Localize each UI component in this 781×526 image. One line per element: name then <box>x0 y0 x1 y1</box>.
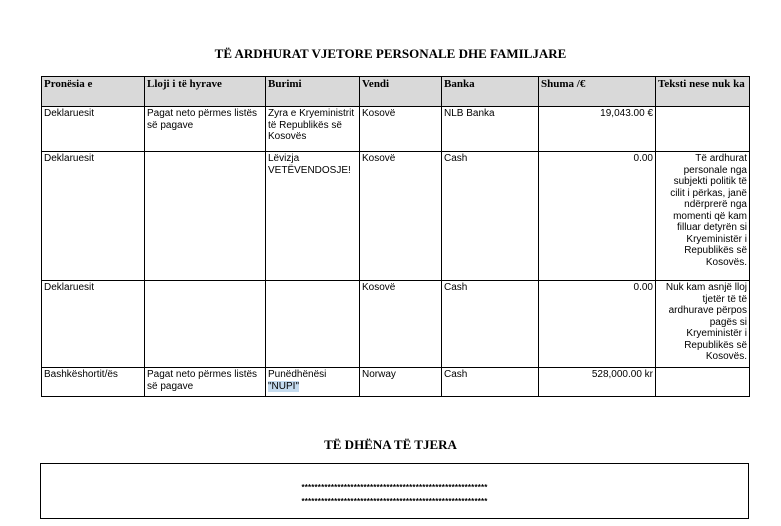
cell-country: Kosovë <box>360 281 442 368</box>
header-note: Teksti nese nuk ka <box>656 77 750 107</box>
cell-source <box>266 281 360 368</box>
cell-income-type <box>145 281 266 368</box>
cell-owner: Deklaruesit <box>42 281 145 368</box>
header-owner: Pronësia e <box>42 77 145 107</box>
other-data-box <box>40 463 749 519</box>
cell-amount: 528,000.00 kr <box>539 368 656 397</box>
header-country: Vendi <box>360 77 442 107</box>
table-row <box>42 281 750 368</box>
cell-note: Të ardhurat personale nga subjekti politik të cilit i përkas, janë ndërprerë nga momenti që kam filluar detyrën si Kryeministër i Republikës së Kosovës. <box>656 152 750 281</box>
document-title: TË ARDHURAT VJETORE PERSONALE DHE FAMILJARE <box>214 46 567 61</box>
cell-bank: Cash <box>442 152 539 281</box>
table-header-row <box>42 77 750 107</box>
cell-bank: NLB Banka <box>442 107 539 152</box>
cell-income-type <box>145 152 266 281</box>
source-text: Punëdhënësi <box>268 369 327 380</box>
cell-amount: 0.00 <box>539 281 656 368</box>
cell-country: Kosovë <box>360 152 442 281</box>
cell-source: Lëvizja VETËVENDOSJE! <box>266 152 360 281</box>
cell-country: Norway <box>360 368 442 397</box>
cell-note: Nuk kam asnjë lloj tjetër të të ardhurave përpos pagës si Kryeministër i Republikës së Kosovës. <box>656 281 750 368</box>
cell-owner: Deklaruesit <box>42 152 145 281</box>
table-row <box>42 368 750 397</box>
asterisk-line: ********************************************************* <box>301 497 488 506</box>
cell-country: Kosovë <box>360 107 442 152</box>
table-row <box>42 152 750 281</box>
income-table <box>41 76 750 397</box>
cell-note <box>656 368 750 397</box>
header-amount: Shuma /€ <box>539 77 656 107</box>
cell-income-type: Pagat neto përmes listës së pagave <box>145 107 266 152</box>
cell-amount: 0.00 <box>539 152 656 281</box>
cell-bank: Cash <box>442 368 539 397</box>
highlighted-text: "NUPI" <box>268 380 299 392</box>
cell-owner: Bashkëshortit/ës <box>42 368 145 397</box>
cell-bank: Cash <box>442 281 539 368</box>
section-title-other-data: TË DHËNA TË TJERA <box>324 437 457 452</box>
header-source: Burimi <box>266 77 360 107</box>
table-row <box>42 107 750 152</box>
cell-amount: 19,043.00 € <box>539 107 656 152</box>
header-bank: Banka <box>442 77 539 107</box>
cell-source <box>266 368 360 397</box>
asterisk-line: ********************************************************* <box>301 483 488 492</box>
cell-owner: Deklaruesit <box>42 107 145 152</box>
cell-note <box>656 107 750 152</box>
header-income-type: Lloji i të hyrave <box>145 77 266 107</box>
cell-income-type: Pagat neto përmes listës së pagave <box>145 368 266 397</box>
cell-source: Zyra e Kryeministrit të Republikës së Kosovës <box>266 107 360 152</box>
